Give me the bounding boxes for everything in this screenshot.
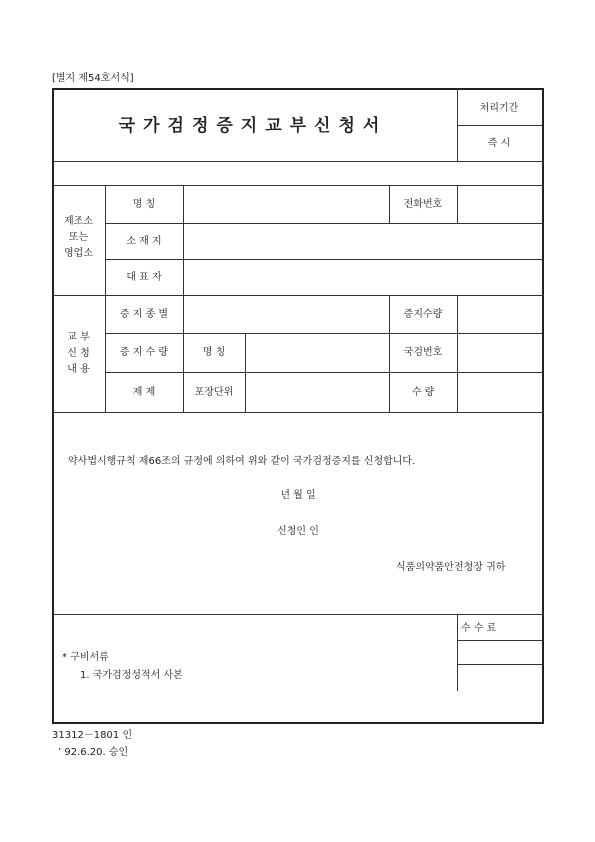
form-title: 국가검정증지교부신청서 bbox=[118, 116, 388, 136]
header-mid-line bbox=[457, 125, 543, 126]
fee-label: 수 수 료 bbox=[461, 623, 497, 634]
name-label: 명 칭 bbox=[132, 199, 156, 210]
form-left-border bbox=[52, 88, 54, 724]
stamp-quantity-field[interactable] bbox=[458, 296, 542, 332]
section2-label-line-3: 내 용 bbox=[67, 364, 90, 375]
address-label: 소 재 지 bbox=[126, 236, 162, 247]
section1-label-line-3: 영업소 bbox=[64, 248, 93, 259]
section2-col-line-b bbox=[389, 295, 390, 412]
stamp-type-label: 증 지 종 별 bbox=[119, 309, 169, 320]
header-bottom-line bbox=[52, 161, 544, 162]
date-line: 년 월 일 bbox=[280, 490, 316, 501]
label-column-line bbox=[105, 185, 106, 412]
form-bottom-border bbox=[52, 722, 544, 724]
body-bottom-line bbox=[52, 614, 544, 615]
section1-label-line-2: 또는 bbox=[68, 232, 89, 243]
lot-number-label: 국검번호 bbox=[403, 347, 443, 358]
processing-period-label: 처리기간 bbox=[479, 103, 519, 114]
required-docs-item: 1. 국가검정성적서 사본 bbox=[80, 670, 183, 681]
phone-field[interactable] bbox=[458, 186, 542, 222]
package-unit-label: 포장단위 bbox=[194, 387, 234, 398]
address-field[interactable] bbox=[184, 224, 542, 259]
form-number: [별지 제54호서식] bbox=[52, 73, 134, 84]
row1-phone-line-a bbox=[389, 185, 390, 223]
required-docs-title: * 구비서류 bbox=[62, 652, 109, 663]
lot-number-field[interactable] bbox=[458, 334, 542, 371]
section2-label-line-1: 교 부 bbox=[67, 332, 90, 343]
fee-stamp-field[interactable] bbox=[458, 641, 542, 690]
applicant-line: 신청인 인 bbox=[277, 526, 319, 537]
section1-label bbox=[52, 214, 105, 262]
phone-label: 전화번호 bbox=[403, 199, 443, 210]
print-code: 31312－1801 인 bbox=[52, 730, 133, 741]
form-top-border bbox=[52, 88, 544, 90]
section2-label-line-2: 신 청 bbox=[67, 348, 90, 359]
section1-label-line-1: 제조소 bbox=[64, 216, 93, 227]
dosage-form-label: 제 제 bbox=[132, 387, 156, 398]
addressee-text: 식품의약품안전청장 귀하 bbox=[396, 562, 506, 573]
statement-text: 약사법시행규칙 제66조의 규정에 의하여 위와 같이 국가검정증지를 신청합니다. bbox=[68, 456, 416, 467]
product-name-field[interactable] bbox=[246, 334, 388, 371]
representative-field[interactable] bbox=[184, 260, 542, 294]
form-right-border bbox=[542, 88, 544, 724]
section2-bottom-line bbox=[52, 412, 544, 413]
product-name-label: 명 칭 bbox=[202, 347, 226, 358]
package-unit-field[interactable] bbox=[246, 373, 388, 411]
quantity-field[interactable] bbox=[458, 373, 542, 411]
approval-date: ’ 92.6.20. 승인 bbox=[58, 747, 129, 758]
stamp-quantity-label: 증지수량 bbox=[403, 309, 443, 320]
stamp-count-label: 증 지 수 량 bbox=[119, 347, 169, 358]
section2-label bbox=[52, 330, 105, 378]
stamp-type-field[interactable] bbox=[184, 296, 388, 332]
quantity-label: 수 량 bbox=[411, 387, 435, 398]
representative-label: 대 표 자 bbox=[126, 272, 162, 283]
name-field[interactable] bbox=[184, 186, 388, 222]
processing-period-value: 즉 시 bbox=[487, 138, 511, 149]
